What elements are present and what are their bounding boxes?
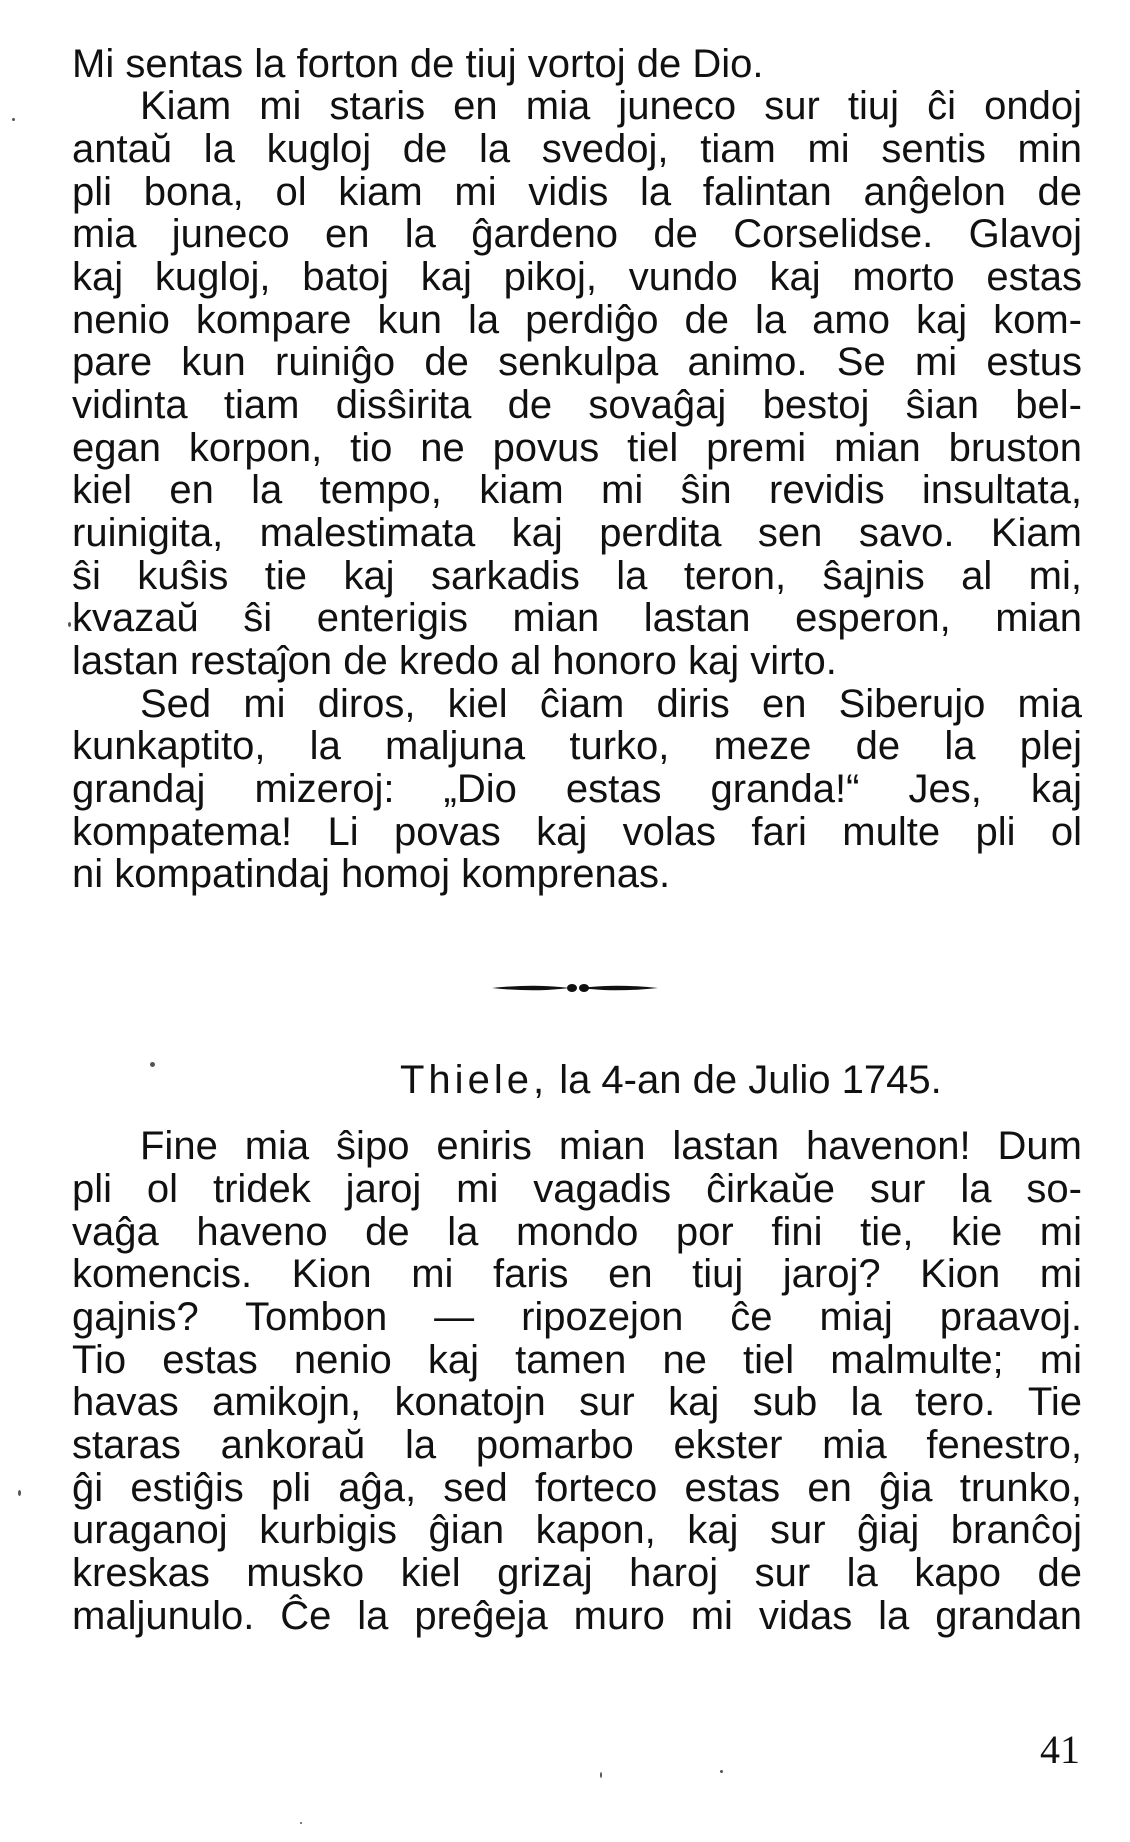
text-line: kaj kugloj, batoj kaj pikoj, vundo kaj morto estas bbox=[72, 255, 1082, 299]
text-line: Kiam mi staris en mia juneco sur tiuj ĉi ondoj bbox=[140, 84, 1082, 128]
scan-speck bbox=[600, 1772, 602, 1778]
text-line: egan korpon, tio ne povus tiel premi mian bruston bbox=[72, 426, 1082, 470]
text-line: kvazaŭ ŝi enterigis mian lastan esperon, mian bbox=[72, 596, 1082, 640]
scan-speck bbox=[68, 622, 71, 627]
dateline-place: Thiele, bbox=[400, 1058, 549, 1102]
text-line: kunkaptito, la maljuna turko, meze de la plej bbox=[72, 724, 1082, 768]
text-line: ruinigita, malestimata kaj perdita sen savo. Kiam bbox=[72, 511, 1082, 555]
text-line: pli bona, ol kiam mi vidis la falintan anĝelon de bbox=[72, 170, 1082, 214]
text-line: nenio kompare kun la perdiĝo de la amo kaj kom- bbox=[72, 298, 1082, 342]
text-line: maljunulo. Ĉe la preĝeja muro mi vidas la grandan bbox=[72, 1594, 1082, 1638]
text-line: antaŭ la kugloj de la svedoj, tiam mi sentis min bbox=[72, 127, 1082, 171]
page-number: 41 bbox=[1040, 1727, 1080, 1772]
text-line: pare kun ruiniĝo de senkulpa animo. Se mi estus bbox=[72, 340, 1082, 384]
text-line: kreskas musko kiel grizaj haroj sur la kapo de bbox=[72, 1551, 1082, 1595]
scan-speck bbox=[150, 1062, 155, 1067]
text-line: lastan restaĵon de kredo al honoro kaj virto. bbox=[72, 639, 837, 683]
text-line: uraganoj kurbigis ĝian kapon, kaj sur ĝiaj branĉoj bbox=[72, 1508, 1082, 1552]
text-line: kompatema! Li povas kaj volas fari multe pli ol bbox=[72, 810, 1082, 854]
text-line: grandaj mizeroj: „Dio estas granda!“ Jes, kaj bbox=[72, 767, 1082, 811]
text-line: komencis. Kion mi faris en tiuj jaroj? Kion mi bbox=[72, 1252, 1082, 1296]
text-line: Sed mi diros, kiel ĉiam diris en Siberujo mia bbox=[140, 682, 1082, 726]
text-line: staras ankoraŭ la pomarbo ekster mia fenestro, bbox=[72, 1423, 1082, 1467]
text-line: gajnis? Tombon — ripozejon ĉe miaj praavoj. bbox=[72, 1295, 1082, 1339]
scan-speck bbox=[720, 1770, 723, 1773]
ornament-divider bbox=[490, 978, 660, 998]
text-line: mia juneco en la ĝardeno de Corselidse. Glavoj bbox=[72, 212, 1082, 256]
scan-speck bbox=[12, 118, 15, 121]
text-line: ŝi kuŝis tie kaj sarkadis la teron, ŝajnis al mi, bbox=[72, 554, 1082, 598]
text-line: Tio estas nenio kaj tamen ne tiel malmulte; mi bbox=[72, 1338, 1082, 1382]
text-line: havas amikojn, konatojn sur kaj sub la tero. Tie bbox=[72, 1380, 1082, 1424]
text-line: pli ol tridek jaroj mi vagadis ĉirkaŭe sur la so- bbox=[72, 1167, 1082, 1211]
text-line: Fine mia ŝipo eniris mian lastan havenon! Dum bbox=[140, 1124, 1082, 1168]
dateline bbox=[400, 1058, 942, 1102]
text-line: kiel en la tempo, kiam mi ŝin revidis insultata, bbox=[72, 468, 1082, 512]
text-line: vaĝa haveno de la mondo por fini tie, kie mi bbox=[72, 1210, 1082, 1254]
text-line: Mi sentas la forton de tiuj vortoj de Dio. bbox=[72, 42, 764, 86]
dateline-date: la 4-an de Julio 1745. bbox=[559, 1058, 942, 1102]
text-line: vidinta tiam disŝirita de sovaĝaj bestoj ŝian bel- bbox=[72, 383, 1082, 427]
scan-speck bbox=[300, 1822, 302, 1824]
scan-speck bbox=[18, 1490, 21, 1496]
text-line: ni kompatindaj homoj komprenas. bbox=[72, 852, 671, 896]
text-line: ĝi estiĝis pli aĝa, sed forteco estas en ĝia trunko, bbox=[72, 1466, 1082, 1510]
